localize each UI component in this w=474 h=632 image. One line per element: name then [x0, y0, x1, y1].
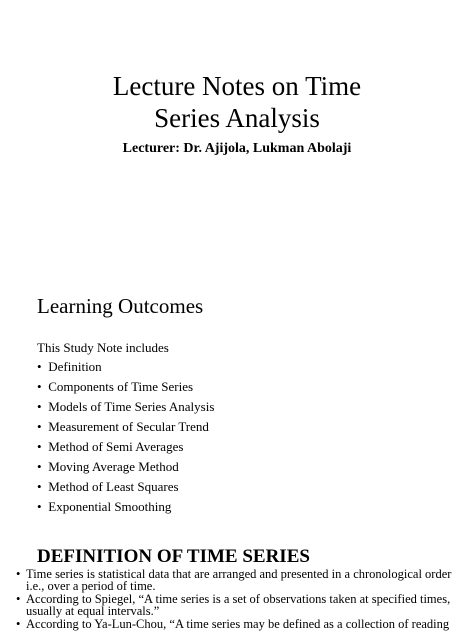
bullet-icon: • — [37, 399, 42, 414]
list-item-text: Time series is statistical data that are arranged and presented in a chronological order i.e., over a period of time. — [26, 567, 452, 593]
definition-list — [16, 568, 468, 631]
list-item — [37, 377, 214, 397]
bullet-icon: • — [16, 567, 21, 581]
learning-outcomes-intro: This Study Note includes — [37, 340, 169, 355]
list-item-text: Measurement of Secular Trend — [48, 419, 209, 434]
bullet-icon: • — [37, 379, 42, 394]
bullet-icon: • — [16, 617, 21, 631]
learning-outcomes-slide — [0, 258, 474, 531]
list-item — [37, 457, 214, 477]
list-item — [37, 477, 214, 497]
list-item — [37, 497, 214, 517]
list-item — [37, 397, 214, 417]
list-item-text: Moving Average Method — [48, 459, 179, 474]
learning-outcomes-list — [37, 357, 214, 517]
lecture-title-line-2: Series Analysis — [154, 103, 320, 133]
list-item-text: Models of Time Series Analysis — [48, 399, 215, 414]
bullet-icon: • — [37, 459, 42, 474]
list-item — [37, 417, 214, 437]
lecture-title — [0, 70, 474, 134]
definition-heading: DEFINITION OF TIME SERIES — [37, 546, 310, 567]
lecture-title-line-1: Lecture Notes on Time — [112, 71, 362, 101]
bullet-icon: • — [37, 499, 42, 514]
list-item-text: Components of Time Series — [48, 379, 194, 394]
list-item — [37, 437, 214, 457]
list-item-text: According to Ya-Lun-Chou, “A time series may be defined as a collection of reading — [26, 617, 450, 631]
bullet-icon: • — [16, 592, 21, 606]
list-item — [16, 618, 468, 630]
definition-slide — [0, 530, 474, 632]
bullet-icon: • — [37, 359, 42, 374]
bullet-icon: • — [37, 479, 42, 494]
list-item-text: Definition — [48, 359, 102, 374]
learning-outcomes-heading: Learning Outcomes — [37, 294, 204, 318]
list-item-text: According to Spiegel, “A time series is a set of observations taken at specified times, usually at equal intervals.” — [26, 592, 451, 618]
list-item — [37, 357, 214, 377]
list-item — [16, 568, 468, 592]
list-item-text: Exponential Smoothing — [48, 499, 172, 514]
list-item-text: Method of Semi Averages — [48, 439, 184, 454]
list-item-text: Method of Least Squares — [48, 479, 179, 494]
lecturer-name: Lecturer: Dr. Ajijola, Lukman Abolaji — [122, 141, 352, 156]
list-item — [16, 593, 468, 617]
bullet-icon: • — [37, 419, 42, 434]
bullet-icon: • — [37, 439, 42, 454]
title-slide — [0, 0, 474, 259]
